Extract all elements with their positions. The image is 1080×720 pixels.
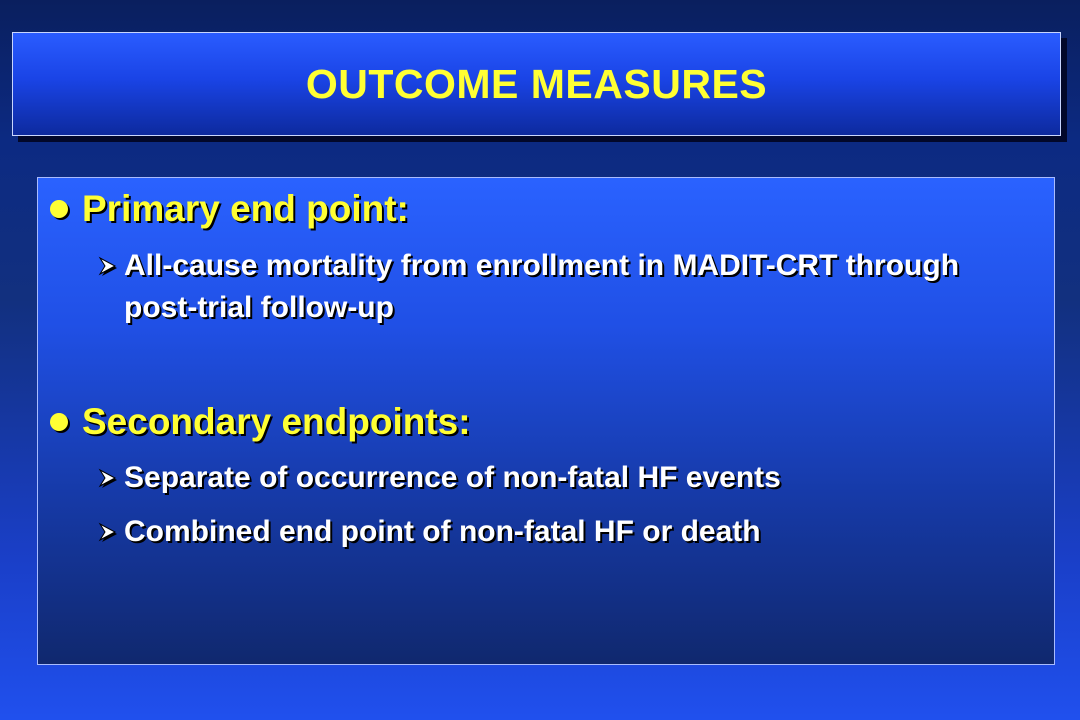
list-item xyxy=(96,457,1024,499)
list-item xyxy=(96,511,1024,553)
section-heading-primary xyxy=(50,188,409,230)
arrowhead-bullet-icon xyxy=(96,521,118,543)
list-item-text: Separate of occurrence of non-fatal HF events xyxy=(124,461,781,494)
arrowhead-bullet-icon xyxy=(96,467,118,489)
section-heading-label: Primary end point: xyxy=(82,188,409,229)
section-heading-secondary xyxy=(50,401,471,443)
circle-bullet-icon xyxy=(50,413,68,431)
slide-title: OUTCOME MEASURES xyxy=(305,60,768,107)
section-heading-label: Secondary endpoints: xyxy=(82,401,471,442)
list-item-text: Combined end point of non-fatal HF or death xyxy=(124,515,761,548)
circle-bullet-icon xyxy=(50,200,68,218)
list-item-text: All-cause mortality from enrollment in MADIT-CRT through post-trial follow-up xyxy=(124,249,960,324)
arrowhead-bullet-icon xyxy=(96,255,118,277)
title-banner xyxy=(12,32,1061,136)
list-item xyxy=(96,245,1024,329)
